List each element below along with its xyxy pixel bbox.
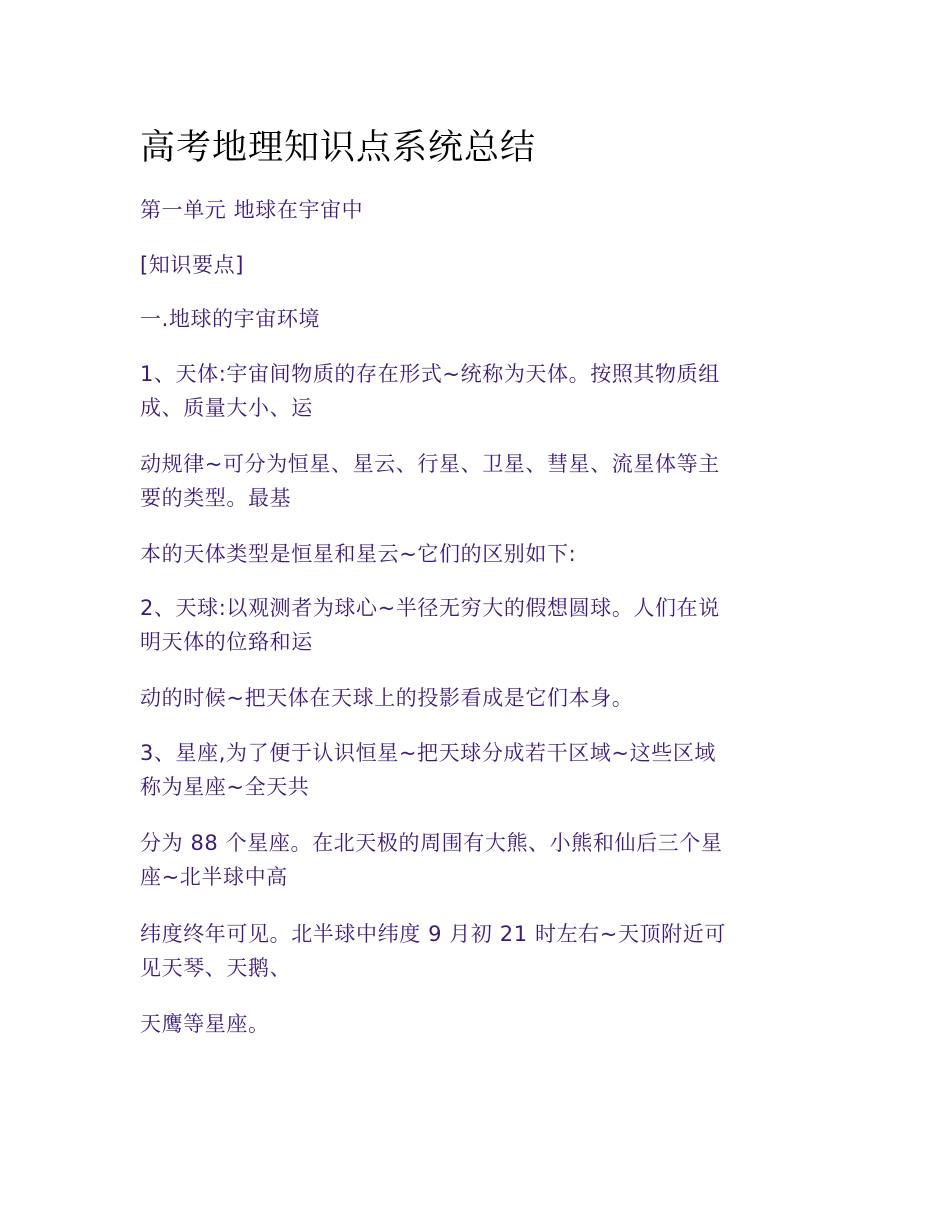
paragraph-1 xyxy=(140,357,810,425)
paragraph-8 xyxy=(140,917,810,985)
paragraph-5 xyxy=(140,681,810,715)
paragraph-7 xyxy=(140,826,810,894)
paragraph-line: 称为星座~全天共 xyxy=(140,775,310,799)
paragraph-line: 动的时候~把天体在天球上的投影看成是它们本身。 xyxy=(140,686,634,710)
paragraph-line: 见天琴、天鹅、 xyxy=(140,956,292,980)
paragraph-line: 分为 88 个星座。在北天极的周围有大熊、小熊和仙后三个星 xyxy=(140,831,723,855)
paragraph-line: 1、天体:宇宙间物质的存在形式~统称为天体。按照其物质组 xyxy=(140,362,720,386)
paragraph-9 xyxy=(140,1007,810,1041)
section-label: [知识要点] xyxy=(140,253,244,277)
paragraph-2 xyxy=(140,447,810,515)
unit-heading: 第一单元 地球在宇宙中 xyxy=(140,198,364,222)
paragraph-line: 动规律~可分为恒星、星云、行星、卫星、彗星、流星体等主 xyxy=(140,452,720,476)
paragraph-6 xyxy=(140,736,810,804)
paragraph-line: 2、天球:以观测者为球心~半径无穷大的假想圆球。人们在说 xyxy=(140,596,720,620)
paragraph-line: 纬度终年可见。北半球中纬度 9 月初 21 时左右~天顶附近可 xyxy=(140,922,726,946)
paragraph-line: 本的天体类型是恒星和星云~它们的区别如下: xyxy=(140,542,577,566)
paragraph-line: 天鹰等星座。 xyxy=(140,1012,270,1036)
paragraph-4 xyxy=(140,591,810,659)
document-title: 高考地理知识点系统总结 xyxy=(140,128,537,168)
paragraph-line: 明天体的位臵和运 xyxy=(140,630,313,654)
subsection-heading: 一.地球的宇宙环境 xyxy=(140,307,321,331)
paragraph-line: 座~北半球中高 xyxy=(140,865,288,889)
paragraph-line: 要的类型。最基 xyxy=(140,486,292,510)
paragraph-line: 3、星座,为了便于认识恒星~把天球分成若干区域~这些区域 xyxy=(140,741,717,765)
paragraph-line: 成、质量大小、运 xyxy=(140,396,313,420)
paragraph-3 xyxy=(140,537,810,571)
